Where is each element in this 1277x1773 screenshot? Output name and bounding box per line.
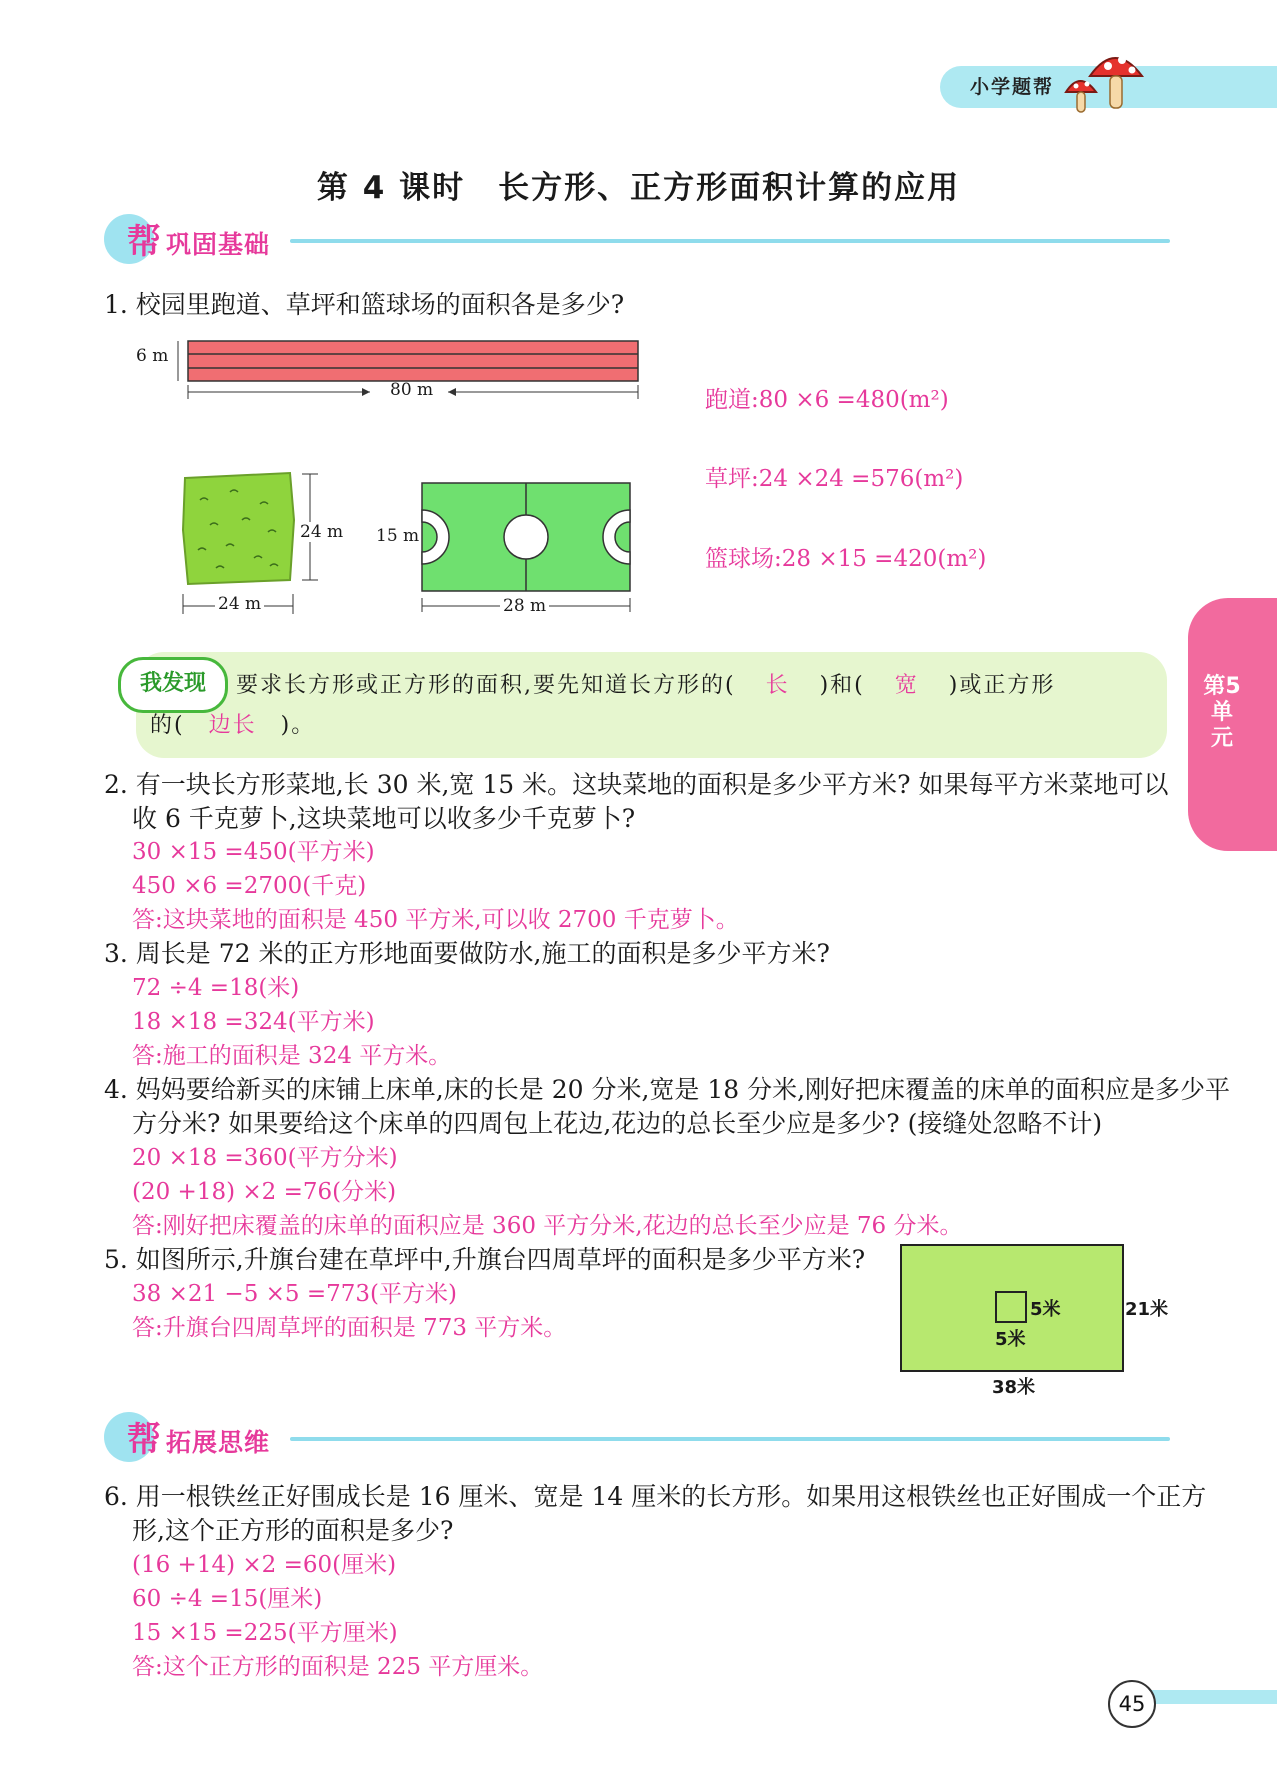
answer-2-step-1: 30 ×15 =450(平方米) xyxy=(132,839,375,865)
question-2-line-2: 收 6 千克萝卜,这块菜地可以收多少千克萝卜? xyxy=(132,804,636,833)
question-3: 3. 周长是 72 米的正方形地面要做防水,施工的面积是多少平方米? xyxy=(104,939,830,968)
section-mark: 帮 xyxy=(127,1420,161,1460)
answer-4-conclusion: 答:刚好把床覆盖的床单的面积应是 360 平方分米,花边的总长至少应是 76 分米。 xyxy=(132,1213,963,1239)
answer-track: 跑道:80 ×6 =480(m²) xyxy=(705,387,949,413)
discover-text: )和( xyxy=(819,673,865,698)
lawn-width-label-38: 38米 xyxy=(992,1377,1036,1398)
platform-width-label: 5米 xyxy=(1030,1299,1061,1320)
discover-text: 的( xyxy=(150,713,185,738)
answer-3-conclusion: 答:施工的面积是 324 平方米。 xyxy=(132,1043,452,1069)
discover-blank-3: 边长 xyxy=(208,713,257,738)
section-mark: 帮 xyxy=(127,222,161,262)
brand-name: 小学题帮 xyxy=(970,76,1055,98)
track-height-label: 6 m xyxy=(136,346,169,366)
lawn-height-label: 24 m xyxy=(300,522,344,542)
discover-line-2 xyxy=(150,709,315,743)
answer-6-step-1: (16 +14) ×2 =60(厘米) xyxy=(132,1552,397,1578)
question-4-line-2: 方分米? 如果要给这个床单的四周包上花边,花边的总长至少应是多少? (接缝处忽略不计) xyxy=(132,1109,1103,1138)
mushroom-icon xyxy=(1060,46,1150,118)
track-length-label: 80 m xyxy=(390,380,434,400)
question-2-line-1: 2. 有一块长方形菜地,长 30 米,宽 15 米。这块菜地的面积是多少平方米? 如果每平方米菜地可以 xyxy=(104,770,1169,799)
question-6-line-1: 6. 用一根铁丝正好围成长是 16 厘米、宽是 14 厘米的长方形。如果用这根铁丝也正好围成一个正方 xyxy=(104,1482,1207,1511)
unit-tab xyxy=(1188,598,1277,851)
answer-4-step-2: (20 +18) ×2 =76(分米) xyxy=(132,1179,397,1205)
answer-5-conclusion: 答:升旗台四周草坪的面积是 773 平方米。 xyxy=(132,1315,567,1341)
answer-court: 篮球场:28 ×15 =420(m²) xyxy=(705,546,987,572)
flag-platform-square xyxy=(995,1291,1027,1323)
page-number: 45 xyxy=(1108,1680,1156,1728)
platform-height-label: 5米 xyxy=(995,1329,1026,1350)
answer-6-step-2: 60 ÷4 =15(厘米) xyxy=(132,1586,323,1612)
answer-3-step-1: 72 ÷4 =18(米) xyxy=(132,975,300,1001)
question-6-line-2: 形,这个正方形的面积是多少? xyxy=(132,1516,454,1545)
answer-lawn: 草坪:24 ×24 =576(m²) xyxy=(705,466,964,492)
question-4-line-1: 4. 妈妈要给新买的床铺上床单,床的长是 20 分米,宽是 18 分米,刚好把床覆盖的床单的面积应是多少平 xyxy=(104,1075,1231,1104)
answer-3-step-2: 18 ×18 =324(平方米) xyxy=(132,1009,375,1035)
question-1: 1. 校园里跑道、草坪和篮球场的面积各是多少? xyxy=(104,290,625,319)
lawn-width-label: 24 m xyxy=(215,594,264,614)
answer-2-conclusion: 答:这块菜地的面积是 450 平方米,可以收 2700 千克萝卜。 xyxy=(132,907,739,933)
section-divider xyxy=(290,239,1170,243)
unit-tab-label: 第5单元 xyxy=(1203,674,1241,751)
court-width-label: 28 m xyxy=(500,596,549,616)
discover-blank-2: 宽 xyxy=(894,673,919,698)
question-5: 5. 如图所示,升旗台建在草坪中,升旗台四周草坪的面积是多少平方米? xyxy=(104,1245,866,1274)
answer-2-step-2: 450 ×6 =2700(千克) xyxy=(132,873,367,899)
court-height-label: 15 m xyxy=(376,526,420,546)
discover-blank-1: 长 xyxy=(765,673,790,698)
discover-text: 要求长方形或正方形的面积,要先知道长方形的( xyxy=(236,673,736,698)
discover-badge: 我发现 xyxy=(118,657,228,713)
page-title: 第 4 课时 长方形、正方形面积计算的应用 xyxy=(316,170,961,206)
section-title-basics: 巩固基础 xyxy=(166,230,271,259)
section-divider xyxy=(290,1437,1170,1441)
discover-text: )或正方形 xyxy=(948,673,1056,698)
section-title-extend: 拓展思维 xyxy=(166,1428,271,1457)
answer-4-step-1: 20 ×18 =360(平方分米) xyxy=(132,1145,398,1171)
lawn-height-label-21: 21米 xyxy=(1125,1299,1169,1320)
discover-text: )。 xyxy=(280,713,316,738)
discover-line-1 xyxy=(236,669,1055,703)
answer-6-conclusion: 答:这个正方形的面积是 225 平方厘米。 xyxy=(132,1654,544,1680)
answer-5-step-1: 38 ×21 −5 ×5 =773(平方米) xyxy=(132,1281,457,1307)
answer-6-step-3: 15 ×15 =225(平方厘米) xyxy=(132,1620,398,1646)
